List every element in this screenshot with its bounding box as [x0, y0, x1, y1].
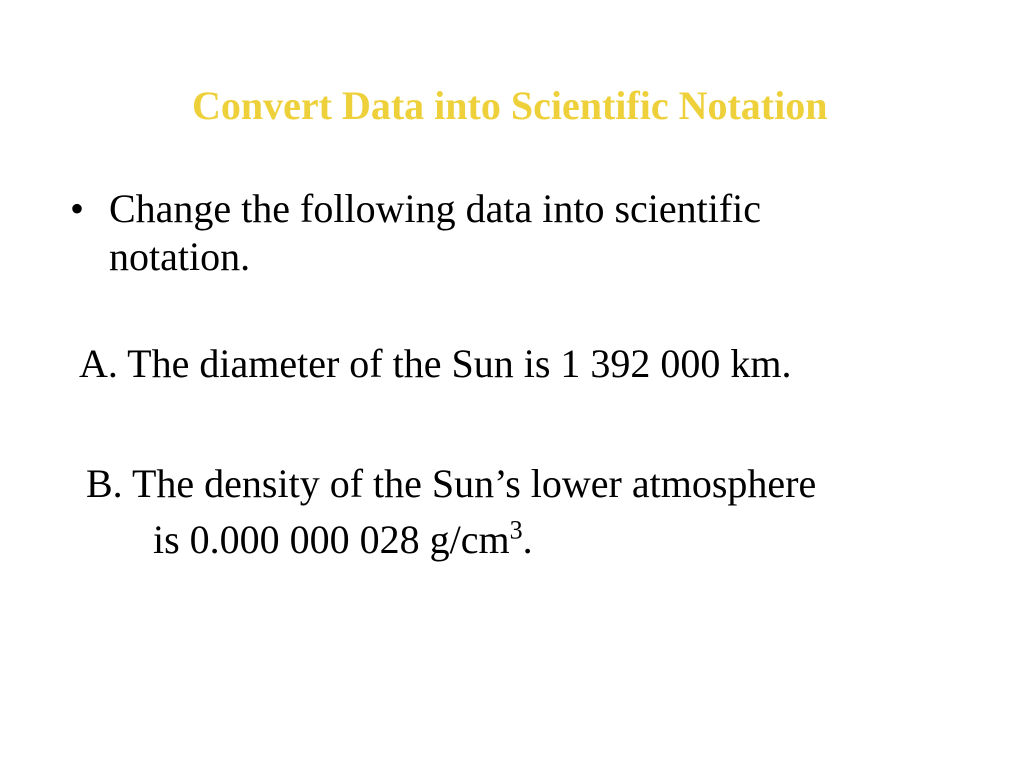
superscript-exponent: 3 [509, 515, 523, 545]
question-b-line2-text: is 0.000 000 028 g/cm [153, 517, 510, 562]
question-b-period: . [522, 517, 533, 562]
bullet-dot: • [70, 186, 85, 231]
question-b [86, 456, 816, 568]
slide-title: Convert Data into Scientific Notation [192, 83, 828, 128]
bullet-text: Change the following data into scientific notation. [109, 186, 762, 279]
question-b-line2 [153, 512, 816, 568]
bullet-point [70, 185, 900, 281]
question-b-line1: B. The density of the Sun’s lower atmosphere [86, 461, 817, 506]
question-a: A. The diameter of the Sun is 1 392 000 km. [79, 341, 792, 386]
